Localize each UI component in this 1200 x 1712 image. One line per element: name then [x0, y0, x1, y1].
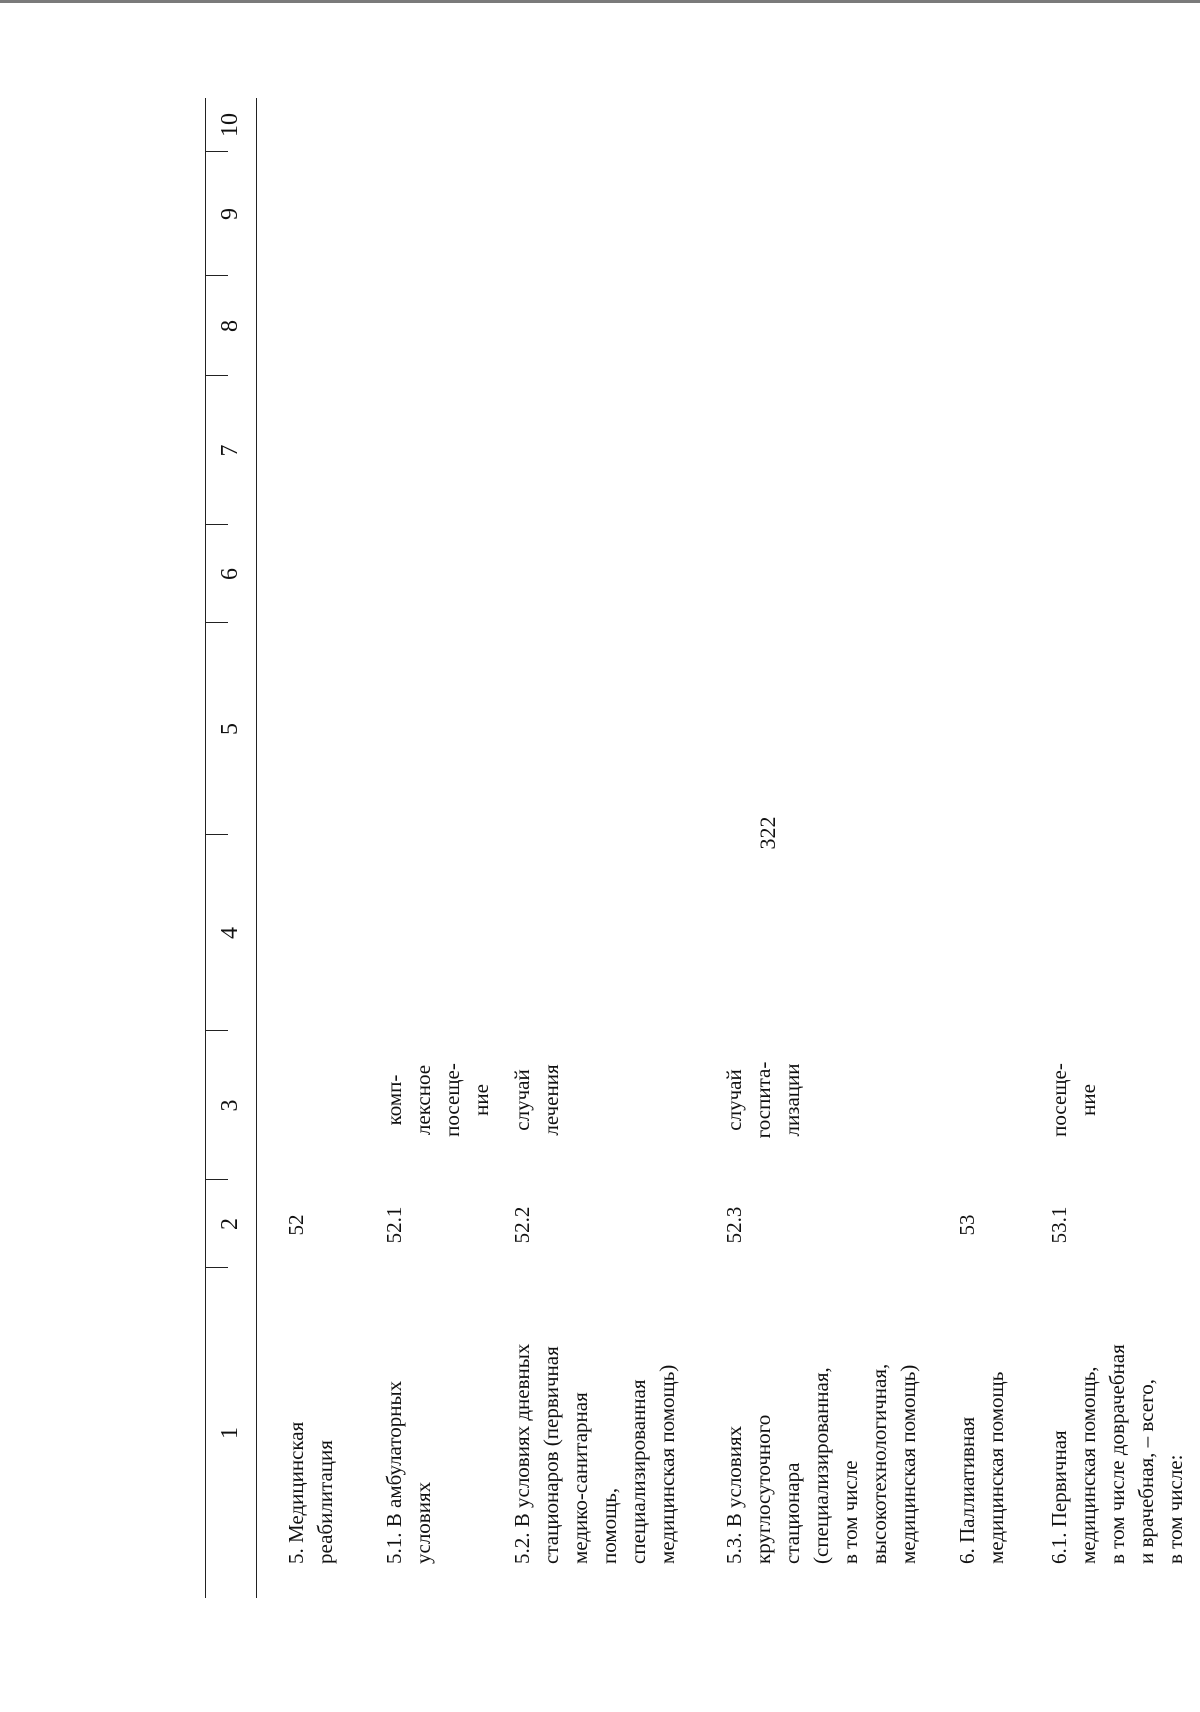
row-code: 52.2	[510, 1206, 534, 1244]
row-name-line: специализированная	[626, 1379, 650, 1564]
row-name-line: и врачебная, – всего,	[1134, 1379, 1158, 1564]
column-separator	[206, 375, 228, 376]
row-name-line: (специализированная,	[809, 1367, 833, 1564]
row-unit-line: лексное	[411, 1064, 435, 1136]
rotated-table	[205, 98, 1187, 1598]
row-unit-line: госпита-	[751, 1061, 775, 1139]
row-name-line: помощь,	[597, 1487, 621, 1564]
column-separator	[206, 1030, 228, 1031]
column-header-2: 2	[217, 1218, 243, 1230]
column-header-5: 5	[217, 723, 243, 735]
row-name-line: круглосуточного	[751, 1414, 775, 1564]
row-name-line: медицинская помощь)	[896, 1364, 920, 1564]
column-header-6: 6	[217, 568, 243, 580]
row-unit	[720, 1040, 807, 1160]
column-separator	[206, 834, 228, 835]
column-separator	[206, 1179, 228, 1180]
row-name-line: медицинская помощь	[984, 1371, 1008, 1564]
row-name	[380, 1284, 438, 1564]
row-name-line: 5.1. В амбулаторных	[382, 1380, 406, 1564]
row-unit-line: случай	[510, 1069, 534, 1131]
row-unit	[1045, 1040, 1103, 1160]
row-name-line: 5. Медицинская	[284, 1421, 308, 1564]
row-name-line: 5.2. В условиях дневных	[510, 1343, 534, 1564]
row-name-line: медицинская помощь,	[1076, 1366, 1100, 1564]
row-name-line: медико-санитарная	[568, 1392, 592, 1564]
column-separator	[206, 1267, 228, 1268]
row-unit-line: посеще-	[1047, 1063, 1071, 1137]
row-name-line: стационара	[780, 1462, 804, 1564]
row-name-line: медицинская помощь)	[655, 1364, 679, 1564]
row-name-line: высокотехнологичная,	[867, 1363, 891, 1564]
column-header-3: 3	[217, 1099, 243, 1112]
column-separator	[206, 151, 228, 152]
column-header-8: 8	[217, 320, 243, 332]
row-unit-line: посеще-	[440, 1063, 464, 1137]
row-name-line: реабилитация	[313, 1440, 337, 1564]
row-name-line: 5.3. В условиях	[722, 1425, 746, 1564]
column-header-1: 1	[217, 1427, 243, 1439]
row-name-line: стационаров (первичная	[539, 1346, 563, 1564]
column-header-9: 9	[217, 208, 243, 220]
row-unit-line: случай	[722, 1069, 746, 1131]
row-unit-line: ние	[1076, 1084, 1100, 1116]
row-name	[282, 1284, 340, 1564]
table-header	[205, 98, 257, 1598]
row-name-line: 6. Паллиативная	[955, 1416, 979, 1564]
page-number: 322	[755, 816, 780, 850]
row-unit-line: лизации	[780, 1063, 804, 1137]
row-unit-line: комп-	[382, 1074, 406, 1126]
row-code: 52	[284, 1214, 308, 1236]
column-header-4: 4	[217, 927, 243, 939]
row-name-line: 6.1. Первичная	[1047, 1430, 1071, 1564]
row-unit-line: ние	[469, 1084, 493, 1116]
row-name-line: в том числе:	[1163, 1454, 1187, 1564]
row-code: 52.3	[722, 1206, 746, 1244]
column-header-7: 7	[217, 444, 243, 457]
column-header-10: 10	[217, 113, 243, 137]
row-name	[508, 1284, 682, 1564]
row-name	[1045, 1284, 1190, 1564]
column-separator	[206, 622, 228, 623]
row-name	[953, 1284, 1011, 1564]
column-separator	[206, 275, 228, 276]
row-name-line: в том числе	[838, 1460, 862, 1564]
row-code: 52.1	[382, 1206, 406, 1244]
row-unit-line: лечения	[539, 1064, 563, 1136]
column-separator	[206, 524, 228, 525]
row-unit	[380, 1040, 496, 1160]
row-code: 53.1	[1047, 1206, 1071, 1244]
row-unit	[508, 1040, 566, 1160]
scan-edge	[0, 0, 1200, 3]
row-name	[720, 1284, 923, 1564]
row-name-line: условиях	[411, 1481, 435, 1564]
row-code: 53	[955, 1214, 979, 1236]
row-name-line: в том числе доврачебная	[1105, 1344, 1129, 1564]
